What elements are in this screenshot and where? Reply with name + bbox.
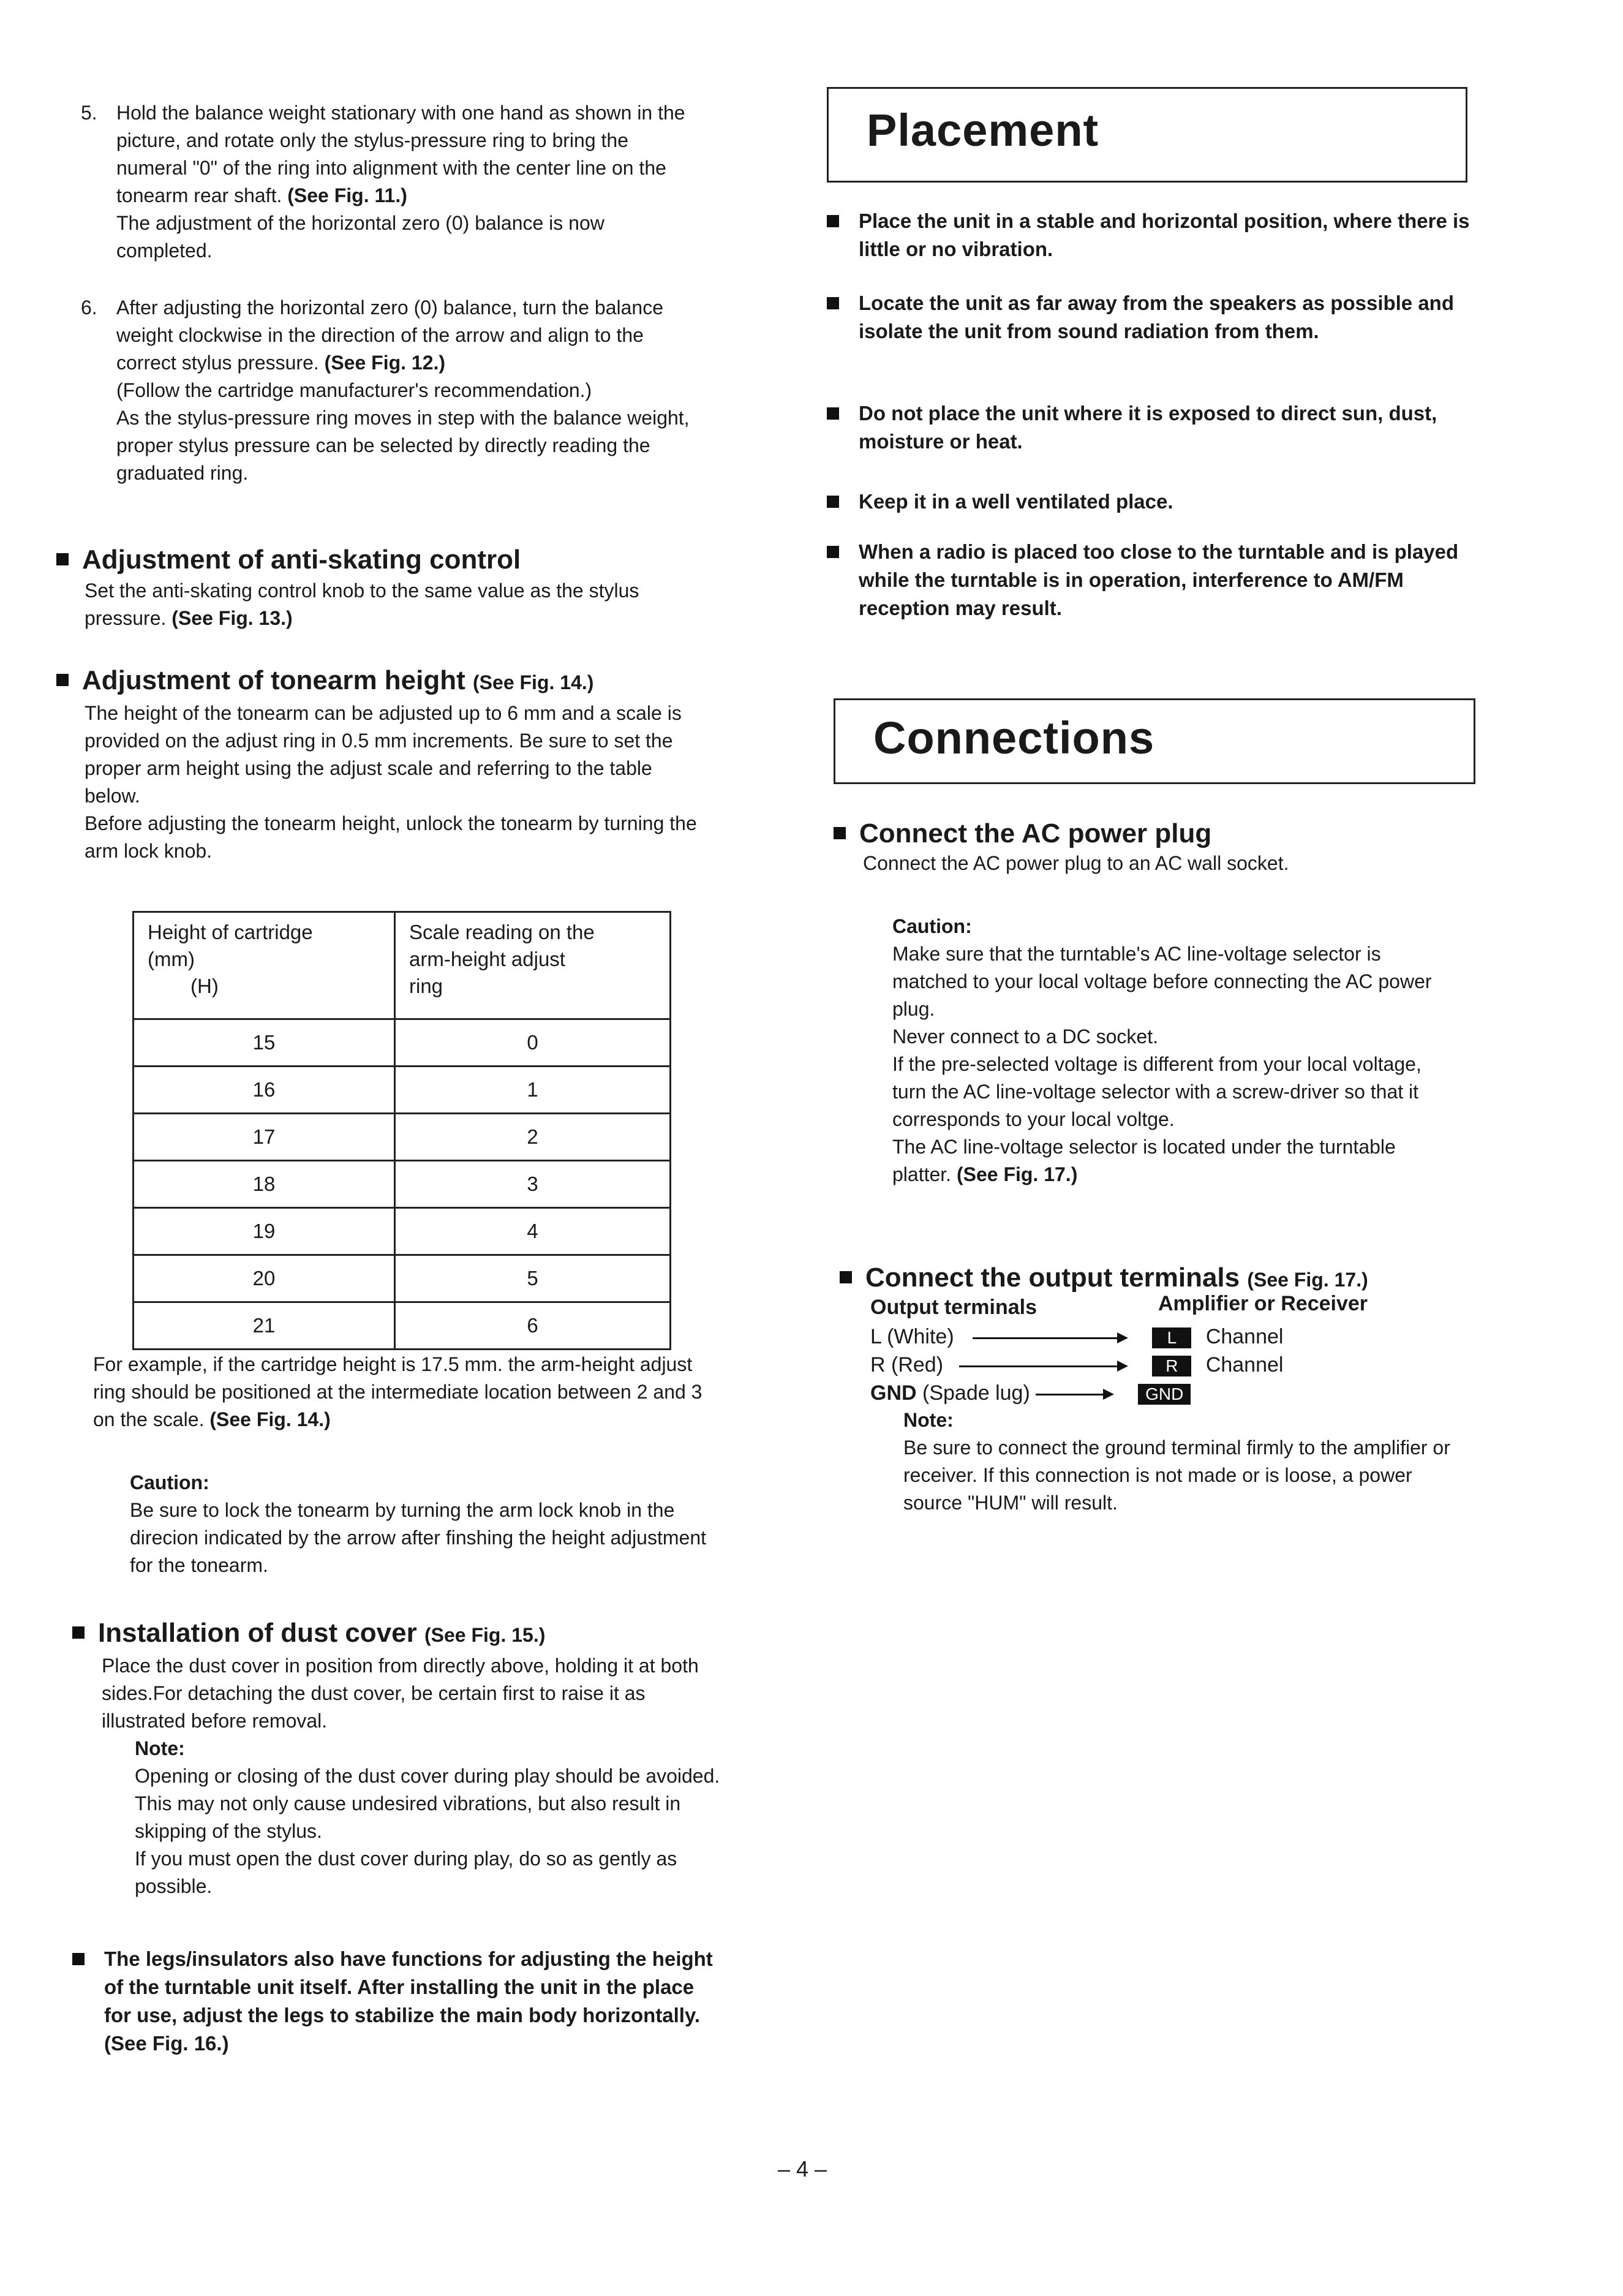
channel-r-badge: R <box>1152 1356 1191 1376</box>
step-5-fig-ref: (See Fig. 11.) <box>287 184 407 206</box>
dust-cover-heading: Installation of dust cover <box>98 1618 417 1648</box>
channel-l-badge: L <box>1152 1327 1191 1348</box>
arrow-right-icon <box>973 1337 1126 1339</box>
placement-bullet: Do not place the unit where it is exposed to direct sun, dust, moisture or heat. <box>827 399 1488 461</box>
amplifier-receiver-col-header: Amplifier or Receiver <box>1158 1292 1368 1315</box>
output-terminals-heading: Connect the output terminals <box>865 1263 1240 1293</box>
terminal-row-l <box>870 1323 1283 1350</box>
table-cell-height: 19 <box>134 1208 395 1255</box>
dust-cover-note-label: Note: <box>135 1737 185 1759</box>
example-paragraph <box>93 1351 712 1433</box>
dust-cover-text: Place the dust cover in position from directly above, holding it at both sides.For detaching the dust cover, be certain first to raise it as illustrated before removal. <box>102 1655 699 1732</box>
table-row <box>134 1114 671 1161</box>
channel-l-label: Channel <box>1205 1325 1284 1348</box>
ac-caution-3: If the pre-selected voltage is different from your local voltage, turn the AC line-voltage selector with a screw-driver so that it corresponds to your local voltge. <box>892 1053 1422 1130</box>
table-header-row <box>134 912 671 1019</box>
tonearm-height-table <box>132 911 671 1350</box>
tonearm-caution-text: Be sure to lock the tonearm by turning the arm lock knob in the direcion indicated by the arrow after finshing the height adjustment for the tonearm. <box>130 1499 706 1576</box>
table-cell-height: 20 <box>134 1255 395 1302</box>
terminal-l-label: L (White) <box>870 1325 954 1348</box>
ac-caution-2: Never connect to a DC socket. <box>892 1025 1158 1048</box>
output-note-label: Note: <box>903 1409 954 1431</box>
anti-skating-heading: Adjustment of anti-skating control <box>82 545 521 575</box>
table-cell-height: 18 <box>134 1161 395 1208</box>
ac-power-text: Connect the AC power plug to an AC wall socket. <box>863 852 1289 874</box>
placement-title: Placement <box>867 105 1099 156</box>
tonearm-caution <box>130 1469 718 1579</box>
legs-insulators-text: The legs/insulators also have functions for adjusting the height of the turntable unit itself. After installing the unit in the place for use, adjust the legs to stabilize the main body horizontally. (See Fig. 16.) <box>104 1947 713 2055</box>
step-6 <box>81 294 699 487</box>
bullet-square-icon <box>840 1271 852 1283</box>
table-cell-height: 17 <box>134 1114 395 1161</box>
table-row <box>134 1019 671 1067</box>
table-cell-height: 15 <box>134 1019 395 1067</box>
table-cell-scale: 3 <box>395 1161 671 1208</box>
table-row <box>134 1067 671 1114</box>
tonearm-height-text-2: Before adjusting the tonearm height, unlock the tonearm by turning the arm lock knob. <box>85 812 697 862</box>
bullet-square-icon <box>72 1626 85 1639</box>
header-height-of-cartridge: Height of cartridge (mm) (H) <box>134 912 395 1019</box>
table-cell-scale: 1 <box>395 1067 671 1114</box>
table-row <box>134 1208 671 1255</box>
output-note <box>903 1407 1473 1517</box>
terminal-row-gnd <box>870 1380 1199 1407</box>
output-terminals-col-header: Output terminals <box>870 1296 1037 1319</box>
bullet-square-icon <box>827 297 839 309</box>
connections-title: Connections <box>873 712 1155 763</box>
table-cell-scale: 6 <box>395 1302 671 1350</box>
tonearm-height-section <box>56 665 706 865</box>
step-5-followup: The adjustment of the horizontal zero (0) balance is now completed. <box>116 212 604 262</box>
placement-title-box <box>827 87 1467 183</box>
output-terminals-fig-ref: (See Fig. 17.) <box>1247 1269 1368 1291</box>
placement-bullet: Place the unit in a stable and horizontal position, where there is little or no vibration. <box>827 207 1488 268</box>
ac-caution-label: Caution: <box>892 915 972 937</box>
example-fig-ref: (See Fig. 14.) <box>209 1408 331 1430</box>
ac-power-section <box>834 818 1495 877</box>
placement-bullet: Keep it in a well ventilated place. <box>827 488 1488 518</box>
table-cell-scale: 2 <box>395 1114 671 1161</box>
table-cell-scale: 0 <box>395 1019 671 1067</box>
legs-insulators-note <box>72 1945 721 2068</box>
bullet-square-icon <box>56 553 69 565</box>
bullet-square-icon <box>72 1953 85 1965</box>
step-5-text: Hold the balance weight stationary with one hand as shown in the picture, and rotate only the stylus-pressure ring to bring the numeral "0" of the ring into alignment with the center line on the tonearm rear shaft. <box>116 102 685 206</box>
step-6-line2: (Follow the cartridge manufacturer's recommendation.) <box>116 379 592 401</box>
bullet-square-icon <box>827 407 839 420</box>
table-cell-height: 16 <box>134 1067 395 1114</box>
gnd-badge: GND <box>1138 1384 1191 1405</box>
ac-power-heading: Connect the AC power plug <box>859 818 1212 848</box>
terminal-gnd-desc: (Spade lug) <box>916 1381 1030 1405</box>
page-number: – 4 – <box>777 2156 827 2181</box>
anti-skating-fig-ref: (See Fig. 13.) <box>171 607 293 629</box>
output-note-text: Be sure to connect the ground terminal firmly to the amplifier or receiver. If this connection is not made or is loose, a power source "HUM" will result. <box>903 1437 1450 1514</box>
tonearm-height-heading: Adjustment of tonearm height <box>82 665 465 695</box>
terminal-gnd-label: GND <box>870 1381 917 1405</box>
tonearm-caution-label: Caution: <box>130 1471 209 1494</box>
channel-r-label: Channel <box>1205 1353 1284 1376</box>
dust-cover-fig-ref: (See Fig. 15.) <box>424 1624 546 1646</box>
ac-caution-4: The AC line-voltage selector is located under the turntable platter. <box>892 1136 1396 1185</box>
table-row <box>134 1255 671 1302</box>
step-6-line3: As the stylus-pressure ring moves in step with the balance weight, proper stylus pressure can be selected by directly reading the graduated ring. <box>116 407 690 484</box>
dust-cover-section <box>72 1617 721 1900</box>
placement-bullet: When a radio is placed too close to the turntable and is played while the turntable is in operation, interference to AM/FM reception may result. <box>827 538 1494 630</box>
step-5 <box>81 99 693 265</box>
table-cell-scale: 4 <box>395 1208 671 1255</box>
step-5-number: 5. <box>81 102 97 124</box>
anti-skating-section <box>56 544 706 632</box>
anti-skating-text: Set the anti-skating control knob to the same value as the stylus pressure. <box>85 580 639 629</box>
bullet-square-icon <box>827 496 839 508</box>
step-6-text: After adjusting the horizontal zero (0) balance, turn the balance weight clockwise in the direction of the arrow and align to the correct stylus pressure. <box>116 296 663 374</box>
tonearm-height-fig-ref: (See Fig. 14.) <box>473 671 594 693</box>
table-row <box>134 1302 671 1350</box>
ac-power-caution <box>892 913 1444 1188</box>
terminal-row-r <box>870 1351 1283 1378</box>
connections-title-box <box>834 698 1475 784</box>
dust-cover-note-2: If you must open the dust cover during play, do so as gently as possible. <box>135 1848 677 1897</box>
bullet-square-icon <box>827 546 839 558</box>
tonearm-height-text-1: The height of the tonearm can be adjusted up to 6 mm and a scale is provided on the adjust ring in 0.5 mm increments. Be sure to set the proper arm height using the adjust scale and referring to the table below. <box>85 702 682 807</box>
placement-bullet: Locate the unit as far away from the speakers as possible and isolate the unit from sound radiation from them. <box>827 289 1488 381</box>
ac-caution-1: Make sure that the turntable's AC line-voltage selector is matched to your local voltage before connecting the AC power plug. <box>892 943 1432 1020</box>
bullet-square-icon <box>834 827 846 839</box>
table-cell-scale: 5 <box>395 1255 671 1302</box>
step-6-number: 6. <box>81 296 97 319</box>
table-row <box>134 1161 671 1208</box>
example-text: For example, if the cartridge height is 17.5 mm. the arm-height adjust ring should be positioned at the intermediate location between 2 and 3 on the scale. <box>93 1353 702 1430</box>
header-scale-reading: Scale reading on the arm-height adjust ring <box>395 912 671 1019</box>
arrow-right-icon <box>1036 1394 1112 1395</box>
ac-caution-fig-ref: (See Fig. 17.) <box>956 1163 1078 1185</box>
bullet-square-icon <box>827 215 839 227</box>
arrow-right-icon <box>959 1365 1126 1367</box>
terminal-r-label: R (Red) <box>870 1353 944 1376</box>
dust-cover-note-1: Opening or closing of the dust cover during play should be avoided. This may not only cause undesired vibrations, but also result in skipping of the stylus. <box>135 1765 720 1842</box>
step-6-fig-ref: (See Fig. 12.) <box>324 352 446 374</box>
bullet-square-icon <box>56 674 69 686</box>
table-cell-height: 21 <box>134 1302 395 1350</box>
